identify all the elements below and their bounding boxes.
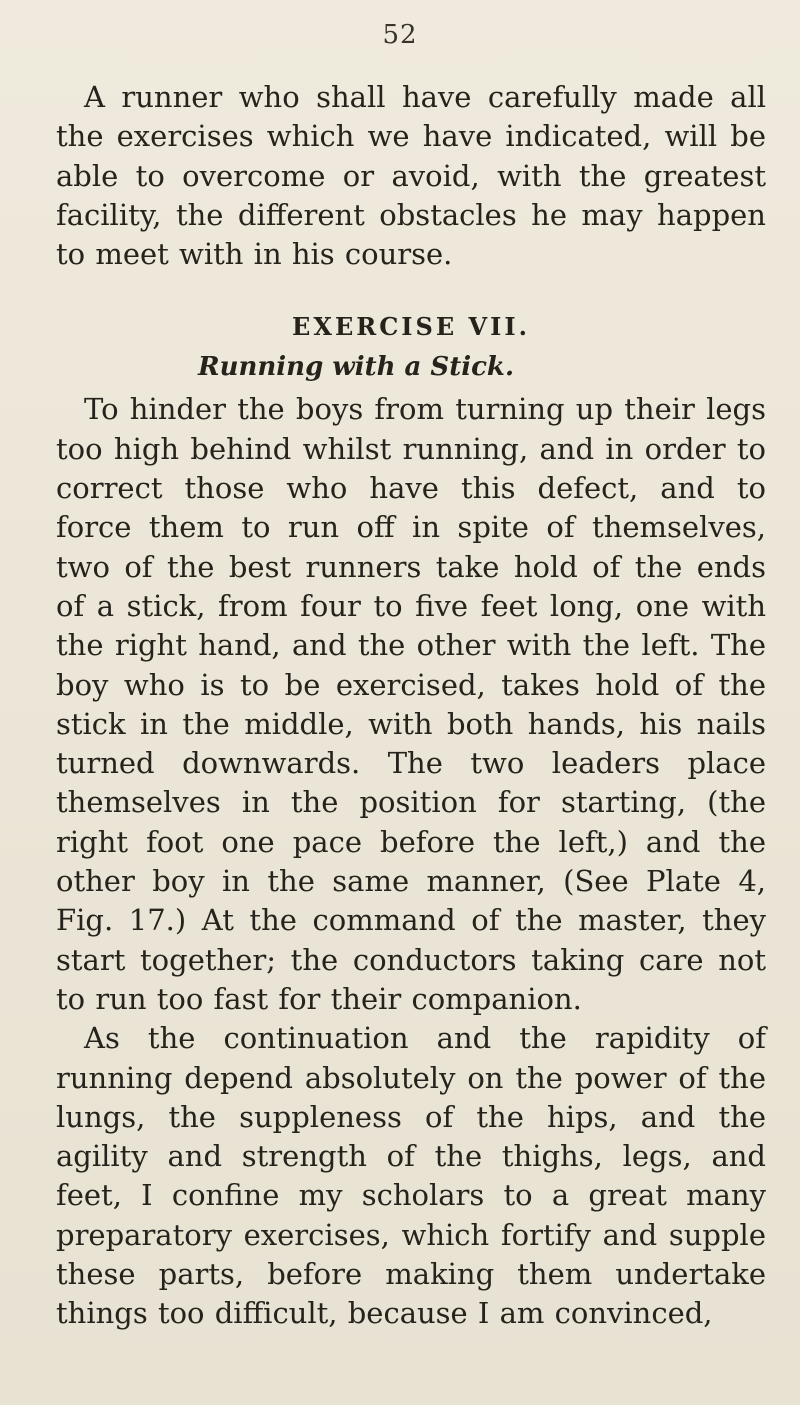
- page-number: 52: [382, 20, 418, 50]
- exercise-subheading: Running with a Stick.: [197, 352, 514, 383]
- body-paragraph-1: To hinder the boys from turning up their legs too high behind whilst running, and in order to correct those who have this defect, and to force them to run off in spite of themselves, two of the best runners take hold of the ends of a stick, from four to five feet long, one with the right hand, and the other with the left. The boy who is to be exercised, takes hold of the stick in the middle, with both hands, his nails turned downwards. The two leaders place themselves in the position for starting, (the right foot one pace before the left,) and the other boy in the same manner, (See Plate 4, Fig. 17.) At the command of the master, they start together; the conductors taking care not to run too fast for their companion.: [56, 392, 766, 1016]
- intro-paragraph: A runner who shall have carefully made all the exercises which we have indicated, will be able to overcome or avoid, with the greatest facility, the different obstacles he may happen to meet with in his course.: [56, 80, 766, 272]
- exercise-heading: EXERCISE VII.: [292, 312, 530, 342]
- body-paragraph-2: As the continuation and the rapidity of running depend absolutely on the power of the lungs, the suppleness of the hips, and the agility and strength of the thighs, legs, and feet, I confine my scholars to a great many preparatory exercises, which fortify and supple these parts, before making them undertake things too difficult, because I am convinced,: [56, 1021, 766, 1331]
- text-block: [56, 78, 766, 1334]
